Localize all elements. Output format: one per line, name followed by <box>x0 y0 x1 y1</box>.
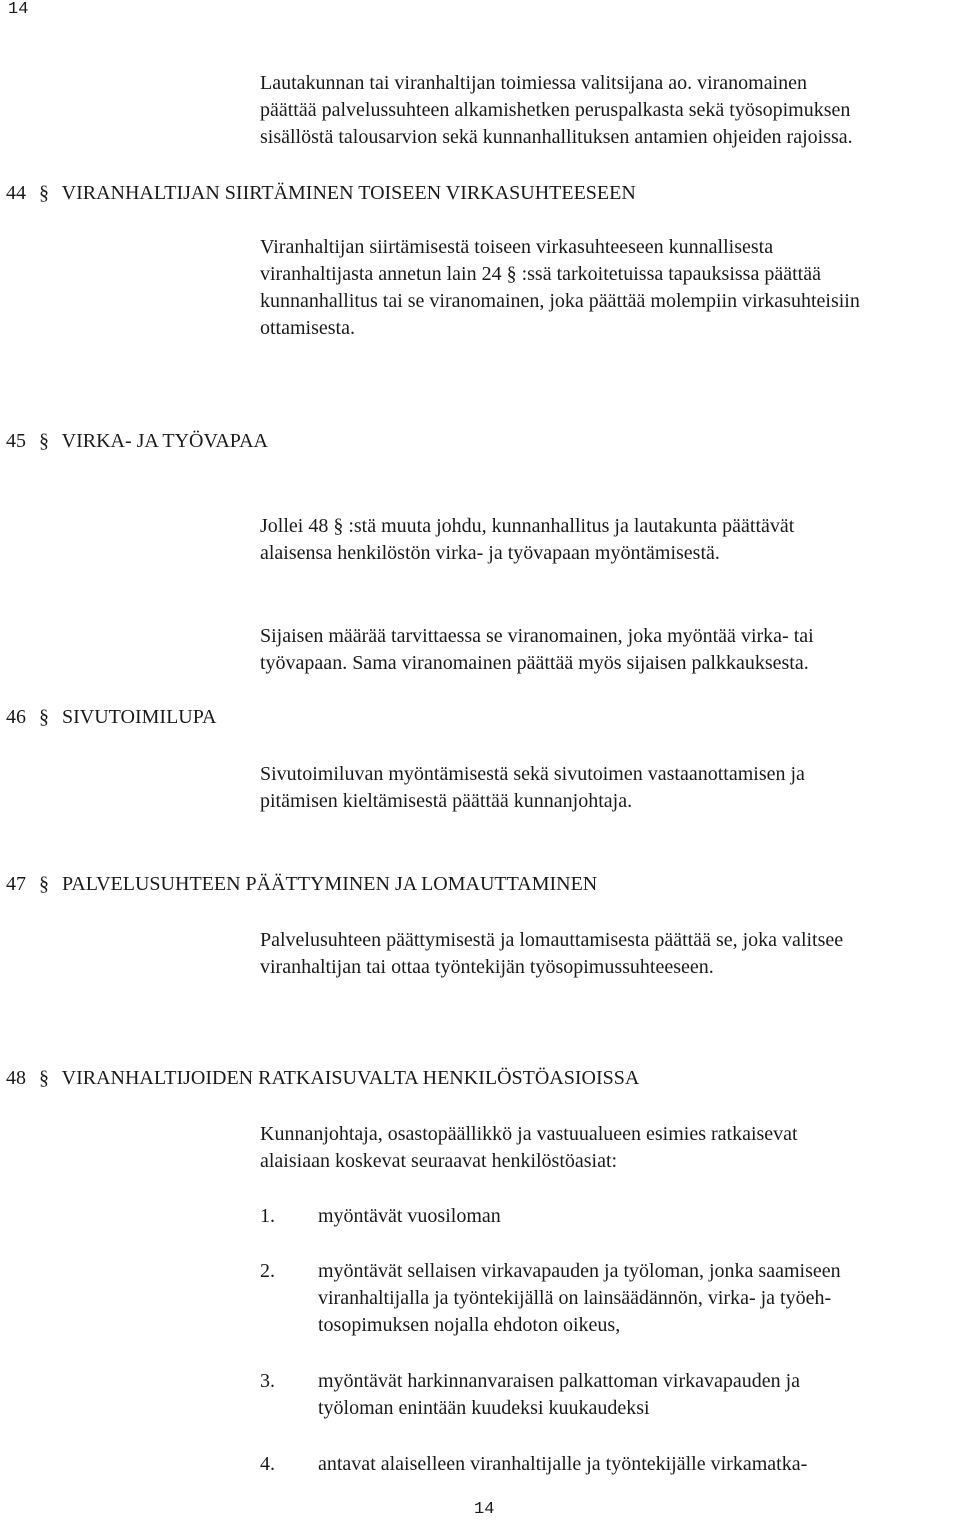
list-item-number: 3. <box>260 1370 275 1392</box>
page-number-top: 14 <box>8 0 29 19</box>
s45-p2-line-2: työvapaan. Sama viranomainen päättää myös sijaisen palkkauksesta. <box>260 652 809 674</box>
s44-line-2: viranhaltijasta annetun lain 24 § :ssä tarkoitetuissa tapauksissa päättää <box>260 263 821 285</box>
s44-line-1: Viranhaltijan siirtämisestä toiseen virkasuhteeseen kunnallisesta <box>260 236 774 258</box>
intro-paragraph <box>260 70 960 151</box>
section-sign: § <box>39 1067 49 1089</box>
list-item-number: 2. <box>260 1260 275 1282</box>
section-44-paragraph <box>260 234 960 342</box>
section-48-title: VIRANHALTIJOIDEN RATKAISUVALTA HENKILÖSTÖASIOISSA <box>61 1067 640 1089</box>
s44-line-3: kunnanhallitus tai se viranomainen, joka päättää molempiin virkasuhteisiin <box>260 290 860 312</box>
intro-line-3: sisällöstä talousarvion sekä kunnanhallituksen antamien ohjeiden rajoissa. <box>260 126 853 148</box>
section-44-number: 44 <box>6 182 26 204</box>
section-46-title: SIVUTOIMILUPA <box>62 706 217 728</box>
s44-line-4: ottamisesta. <box>260 317 355 339</box>
section-46-number: 46 <box>6 706 26 728</box>
s45-p2-line-1: Sijaisen määrää tarvittaessa se viranomainen, joka myöntää virka- tai <box>260 625 814 647</box>
list-item-line: tosopimuksen nojalla ehdoton oikeus, <box>318 1314 621 1336</box>
section-45-title: VIRKA- JA TYÖVAPAA <box>61 430 268 452</box>
s46-line-1: Sivutoimiluvan myöntämisestä sekä sivutoimen vastaanottamisen ja <box>260 763 805 785</box>
section-47-heading <box>6 871 597 898</box>
s48-line-2: alaisiaan koskevat seuraavat henkilöstöasiat: <box>260 1150 618 1172</box>
section-45-heading <box>6 428 268 455</box>
section-47-paragraph <box>260 927 960 981</box>
page-number-bottom: 14 <box>474 1500 495 1519</box>
section-46-paragraph <box>260 761 960 815</box>
list-item-line: viranhaltijalla ja työntekijällä on lainsäädännön, virka- ja työeh- <box>318 1287 832 1309</box>
section-44-title: VIRANHALTIJAN SIIRTÄMINEN TOISEEN VIRKASUHTEESEEN <box>61 182 636 204</box>
section-sign: § <box>39 182 49 204</box>
section-47-number: 47 <box>6 873 26 895</box>
list-item-text <box>318 1451 958 1478</box>
section-sign: § <box>39 430 49 452</box>
s47-line-1: Palvelusuhteen päättymisestä ja lomauttamisesta päättää se, joka valitsee <box>260 929 844 951</box>
section-44-heading <box>6 180 636 207</box>
section-sign: § <box>39 706 49 728</box>
s45-p1-line-1: Jollei 48 § :stä muuta johdu, kunnanhallitus ja lautakunta päättävät <box>260 515 795 537</box>
intro-line-2: päättää palvelussuhteen alkamishetken peruspalkasta sekä työsopimuksen <box>260 99 851 121</box>
section-sign: § <box>39 873 49 895</box>
list-item-line: myöntävät vuosiloman <box>318 1205 501 1227</box>
section-45-paragraph-1 <box>260 513 960 567</box>
list-item-text <box>318 1368 958 1422</box>
section-45-number: 45 <box>6 430 26 452</box>
section-47-title: PALVELUSUHTEEN PÄÄTTYMINEN JA LOMAUTTAMINEN <box>62 873 598 895</box>
s46-line-2: pitämisen kieltämisestä päättää kunnanjohtaja. <box>260 790 633 812</box>
list-item-line: antavat alaiselleen viranhaltijalle ja työntekijälle virkamatka- <box>318 1453 808 1475</box>
list-item-text <box>318 1258 958 1339</box>
section-46-heading <box>6 704 216 731</box>
s48-line-1: Kunnanjohtaja, osastopäällikkö ja vastuualueen esimies ratkaisevat <box>260 1123 798 1145</box>
section-48-number: 48 <box>6 1067 26 1089</box>
s45-p1-line-2: alaisensa henkilöstön virka- ja työvapaan myöntämisestä. <box>260 542 720 564</box>
list-item-number: 4. <box>260 1453 275 1475</box>
intro-line-1: Lautakunnan tai viranhaltijan toimiessa valitsijana ao. viranomainen <box>260 72 808 94</box>
section-45-paragraph-2 <box>260 623 960 677</box>
list-item-line: työloman enintään kuudeksi kuukaudeksi <box>318 1397 650 1419</box>
list-item-line: myöntävät harkinnanvaraisen palkattoman virkavapauden ja <box>318 1370 801 1392</box>
list-item-text <box>318 1203 958 1230</box>
section-48-paragraph <box>260 1121 960 1175</box>
section-48-heading <box>6 1065 639 1092</box>
s47-line-2: viranhaltijan tai ottaa työntekijän työsopimussuhteeseen. <box>260 956 714 978</box>
list-item-line: myöntävät sellaisen virkavapauden ja työloman, jonka saamiseen <box>318 1260 841 1282</box>
list-item-number: 1. <box>260 1205 275 1227</box>
